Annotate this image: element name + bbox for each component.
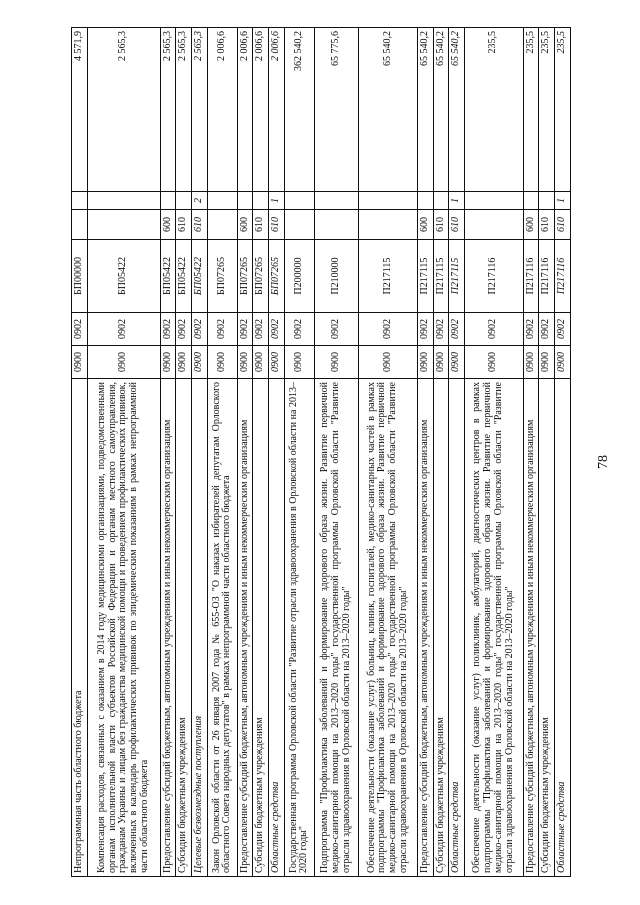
section-code: 0900: [176, 346, 192, 379]
section-code: 0900: [284, 346, 314, 379]
subsection-code: 0902: [449, 313, 465, 346]
table-row: [433, 28, 449, 877]
subsection-code: 0902: [160, 313, 176, 346]
expense-type-code: 600: [418, 210, 434, 240]
fund-code: [284, 192, 314, 210]
fund-code: [314, 192, 358, 210]
article-code: П217115: [359, 240, 418, 313]
expense-type-code: [207, 210, 237, 240]
section-code: 0900: [314, 346, 358, 379]
article-code: П217115: [418, 240, 434, 313]
table-row: [523, 28, 539, 877]
table-row: [555, 28, 571, 877]
budget-table: [71, 27, 571, 877]
expense-type-code: 610: [539, 210, 555, 240]
subsection-code: 0902: [192, 313, 208, 346]
table-row: [160, 28, 176, 877]
article-code: БП07265: [253, 240, 269, 313]
table-row: [449, 28, 465, 877]
expense-type-code: [314, 210, 358, 240]
row-name: Обеспечение деятельности (оказание услуг) поликлиник, амбулаторий, диагностических центров в рамках подпрограммы "Профилактика заболеваний и формирование здорового образа жизни. Развитие первичной медико-санитарной помощи на 2013–2020 годы" государственной программы Орловской области "Развитие отрасли здравоохранения в Орловской области на 2013–2020 годы": [465, 379, 524, 877]
table-row: [237, 28, 253, 877]
row-name: Обеспечение деятельности (оказание услуг) больниц, клиник, госпиталей, медико-санитарных частей в рамках подпрограммы "Профилактика заболеваний и формирование здорового образа жизни. Развитие первичной медико-санитарной помощи на 2013–2020 годы" государственной программы Орловской области "Развитие отрасли здравоохранения в Орловской области на 2013–2020 годы": [359, 379, 418, 877]
row-name: Субсидии бюджетным учреждениям: [176, 379, 192, 877]
expense-type-code: 610: [555, 210, 571, 240]
row-name: Областные средства: [555, 379, 571, 877]
row-sum: 4 571,9: [72, 28, 88, 192]
row-name: Субсидии бюджетным учреждениям: [433, 379, 449, 877]
expense-type-code: 610: [433, 210, 449, 240]
subsection-code: 0902: [539, 313, 555, 346]
subsection-code: 0902: [523, 313, 539, 346]
section-code: 0900: [72, 346, 88, 379]
expense-type-code: [359, 210, 418, 240]
article-code: П217115: [449, 240, 465, 313]
section-code: 0900: [523, 346, 539, 379]
expense-type-code: 610: [253, 210, 269, 240]
expense-type-code: [284, 210, 314, 240]
table-row: [269, 28, 285, 877]
budget-table-body: [72, 28, 571, 877]
subsection-code: 0902: [237, 313, 253, 346]
fund-code: [237, 192, 253, 210]
subsection-code: 0902: [555, 313, 571, 346]
row-sum: 2 565,3: [192, 28, 208, 192]
subsection-code: 0902: [269, 313, 285, 346]
article-code: П210000: [314, 240, 358, 313]
section-code: 0900: [269, 346, 285, 379]
expense-type-code: [72, 210, 88, 240]
expense-type-code: 610: [192, 210, 208, 240]
article-code: БП07265: [237, 240, 253, 313]
article-code: П217116: [523, 240, 539, 313]
page-number: 78: [596, 455, 611, 469]
row-name: Непрограммная часть областного бюджета: [72, 379, 88, 877]
row-name: Областные средства: [269, 379, 285, 877]
table-row: [465, 28, 524, 877]
fund-code: 1: [269, 192, 285, 210]
row-sum: 362 540,2: [284, 28, 314, 192]
article-code: БП05422: [176, 240, 192, 313]
section-code: 0900: [192, 346, 208, 379]
row-sum: 2 006,6: [269, 28, 285, 192]
section-code: 0900: [555, 346, 571, 379]
subsection-code: 0902: [465, 313, 524, 346]
section-code: 0900: [87, 346, 160, 379]
row-name: Предоставление субсидий бюджетным, автономным учреждениям и иным некоммерческим организациям: [237, 379, 253, 877]
fund-code: [523, 192, 539, 210]
table-row: [314, 28, 358, 877]
article-code: БП07265: [207, 240, 237, 313]
fund-code: 1: [555, 192, 571, 210]
row-name: Компенсация расходов, связанных с оказанием в 2014 году медицинскими организациями, подведомственными органам исполнительной власти субъектов Российской Федерации и органам местного самоуправления, гражданам Украины и лицам без гражданства медицинской помощи и проведением профилактических прививок, включенных в календарь профилактических прививок по эпидемическим показаниям в рамках непрограммной части областного бюджета: [87, 379, 160, 877]
section-code: 0900: [160, 346, 176, 379]
fund-code: [539, 192, 555, 210]
table-row: [359, 28, 418, 877]
article-code: П217116: [465, 240, 524, 313]
subsection-code: 0902: [418, 313, 434, 346]
row-sum: 65 540,2: [359, 28, 418, 192]
row-sum: 2 006,6: [237, 28, 253, 192]
article-code: БП05422: [160, 240, 176, 313]
expense-type-code: [465, 210, 524, 240]
subsection-code: 0902: [176, 313, 192, 346]
subsection-code: 0902: [359, 313, 418, 346]
row-name: Предоставление субсидий бюджетным, автономным учреждениям и иным некоммерческим организациям: [523, 379, 539, 877]
table-row: [176, 28, 192, 877]
section-code: 0900: [449, 346, 465, 379]
section-code: 0900: [207, 346, 237, 379]
expense-type-code: 600: [523, 210, 539, 240]
subsection-code: 0902: [284, 313, 314, 346]
article-code: П217115: [433, 240, 449, 313]
row-sum: 65 775,6: [314, 28, 358, 192]
row-sum: 65 540,2: [433, 28, 449, 192]
table-row: [72, 28, 88, 877]
subsection-code: 0902: [314, 313, 358, 346]
row-sum: 2 565,3: [176, 28, 192, 192]
section-code: 0900: [433, 346, 449, 379]
row-sum: 2 006,6: [253, 28, 269, 192]
table-row: [253, 28, 269, 877]
fund-code: 1: [449, 192, 465, 210]
fund-code: [465, 192, 524, 210]
expense-type-code: 610: [176, 210, 192, 240]
section-code: 0900: [237, 346, 253, 379]
fund-code: [207, 192, 237, 210]
article-code: БП07265: [269, 240, 285, 313]
fund-code: [253, 192, 269, 210]
fund-code: [72, 192, 88, 210]
article-code: БП00000: [72, 240, 88, 313]
row-sum: 65 540,2: [449, 28, 465, 192]
expense-type-code: 610: [449, 210, 465, 240]
article-code: БП05422: [87, 240, 160, 313]
table-row: [87, 28, 160, 877]
section-code: 0900: [418, 346, 434, 379]
table-row: [207, 28, 237, 877]
article-code: П217116: [539, 240, 555, 313]
table-row: [284, 28, 314, 877]
subsection-code: 0902: [72, 313, 88, 346]
row-sum: 235,5: [523, 28, 539, 192]
row-sum: 65 540,2: [418, 28, 434, 192]
fund-code: [176, 192, 192, 210]
row-name: Областные средства: [449, 379, 465, 877]
row-sum: 2 006,6: [207, 28, 237, 192]
article-code: П200000: [284, 240, 314, 313]
row-name: Подпрограмма "Профилактика заболеваний и формирование здорового образа жизни. Развитие первичной медико-санитарной помощи на 2013–2020 годы" государственной программы Орловской области "Развитие отрасли здравоохранения в Орловской области на 2013–2020 годы": [314, 379, 358, 877]
subsection-code: 0902: [87, 313, 160, 346]
row-sum: 2 565,3: [160, 28, 176, 192]
row-name: Закон Орловской области от 26 января 2007 года № 655-ОЗ "О наказах избирателей депутатам Орловского областного Совета народных депутатов" в рамках непрограммной части областного бюджета: [207, 379, 237, 877]
section-code: 0900: [539, 346, 555, 379]
expense-type-code: [87, 210, 160, 240]
row-name: Целевые безвозмездные поступления: [192, 379, 208, 877]
table-row: [418, 28, 434, 877]
row-name: Предоставление субсидий бюджетным, автономным учреждениям и иным некоммерческим организациям: [160, 379, 176, 877]
fund-code: [87, 192, 160, 210]
row-sum: 235,5: [555, 28, 571, 192]
section-code: 0900: [359, 346, 418, 379]
table-row: [539, 28, 555, 877]
article-code: П217116: [555, 240, 571, 313]
section-code: 0900: [253, 346, 269, 379]
expense-type-code: 610: [269, 210, 285, 240]
section-code: 0900: [465, 346, 524, 379]
row-sum: 235,5: [465, 28, 524, 192]
table-row: [192, 28, 208, 877]
subsection-code: 0902: [253, 313, 269, 346]
fund-code: [359, 192, 418, 210]
fund-code: [433, 192, 449, 210]
expense-type-code: 600: [160, 210, 176, 240]
row-name: Субсидии бюджетным учреждениям: [253, 379, 269, 877]
subsection-code: 0902: [207, 313, 237, 346]
fund-code: [160, 192, 176, 210]
subsection-code: 0902: [433, 313, 449, 346]
row-sum: 2 565,3: [87, 28, 160, 192]
row-name: Государственная программа Орловской области "Развитие отрасли здравоохранения в Орловской области на 2013–2020 годы": [284, 379, 314, 877]
fund-code: 2: [192, 192, 208, 210]
row-name: Предоставление субсидий бюджетным, автономным учреждениям и иным некоммерческим организациям: [418, 379, 434, 877]
row-name: Субсидии бюджетным учреждениям: [539, 379, 555, 877]
row-sum: 235,5: [539, 28, 555, 192]
fund-code: [418, 192, 434, 210]
expense-type-code: 600: [237, 210, 253, 240]
article-code: БП05422: [192, 240, 208, 313]
